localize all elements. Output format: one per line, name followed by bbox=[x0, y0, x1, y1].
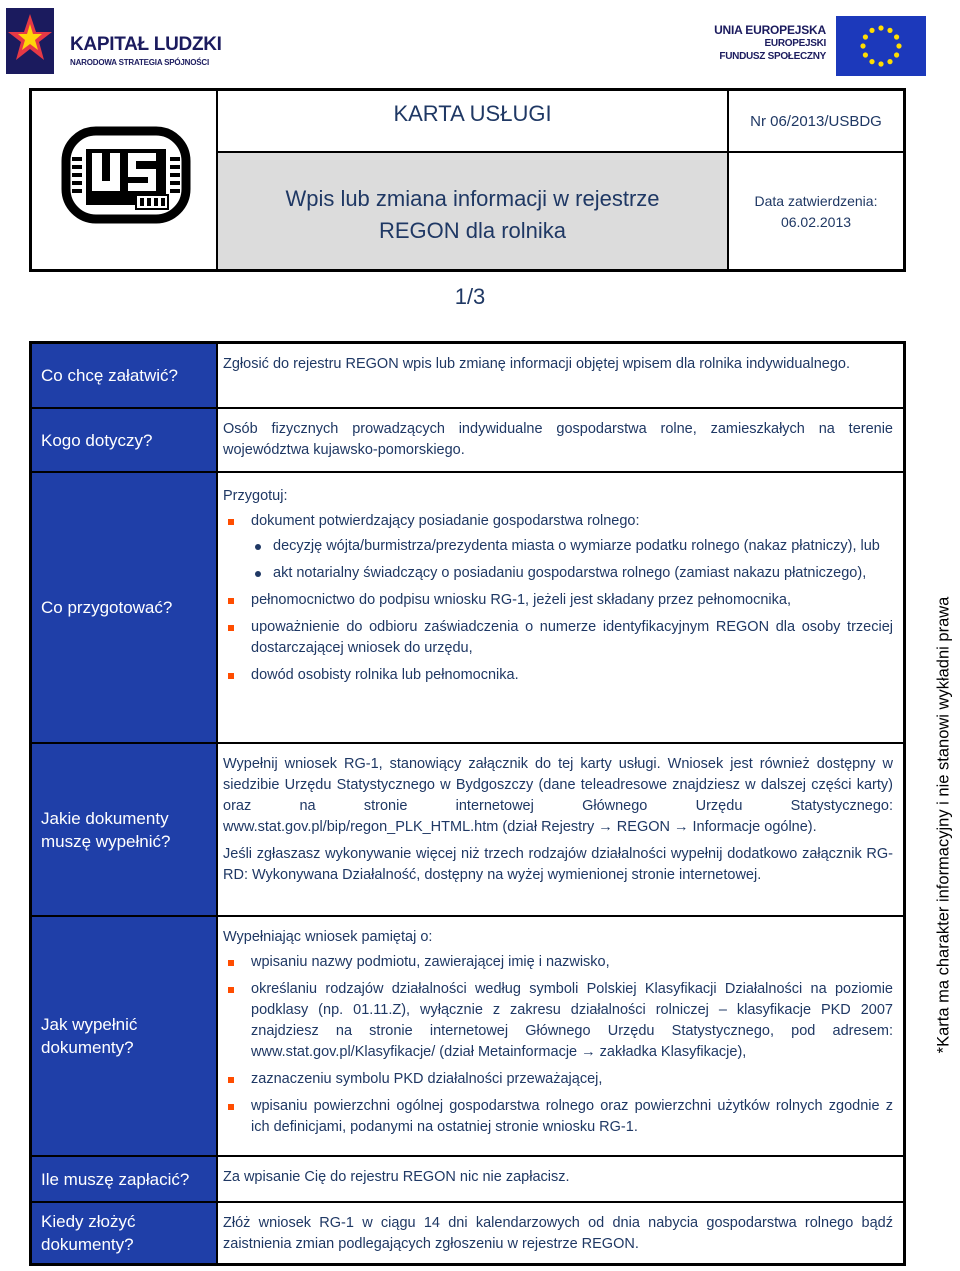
main-title-cell bbox=[218, 153, 729, 269]
page-number: 1/3 bbox=[454, 284, 486, 309]
row-label-line1: Jak wypełnić bbox=[41, 1015, 138, 1034]
row-label-text bbox=[41, 1210, 135, 1256]
row-content bbox=[218, 409, 903, 471]
row-label-line2: muszę wypełnić? bbox=[41, 831, 171, 851]
list-item: wpisaniu powierzchni ogólnej gospodarstwa rolnego oraz powierzchni użytków rolnych zgodnie z ich definicjami, podanymi na ostatniej stronie wniosku RG-1. bbox=[223, 1096, 893, 1138]
row-what bbox=[32, 344, 903, 409]
row-label-line2: dokumenty? bbox=[41, 1038, 134, 1057]
list-item: określaniu rodzajów działalności według symboli Polskiej Klasyfikacji Działalności na poziomie podklasy (np. 01.11.Z), wyłącznie z zakresu działalności rolniczej – klasyfikacje PKD 2007 znajdziesz na stronie internetowej Głównego Urzędu Statystycznego, pod adresem: www.stat.gov.pl/Klasyfikacje/ (dział Metainformacje → zakładka Klasyfikacje), bbox=[223, 979, 893, 1063]
row-label-text: Co chcę załatwić? bbox=[41, 366, 179, 385]
main-title-line2: REGON dla rolnika bbox=[378, 218, 567, 243]
main-title-line1: Wpis lub zmiana informacji w rejestrze bbox=[285, 186, 660, 211]
service-table bbox=[29, 341, 906, 1266]
eu-logo-line2: EUROPEJSKI bbox=[764, 38, 826, 49]
row-label-line1: Jakie dokumenty bbox=[41, 808, 169, 828]
list-item: akt notarialny świadczący o posiadaniu gospodarstwa rolnego (zamiast nakazu płatniczego), bbox=[251, 563, 893, 584]
disclaimer-note bbox=[920, 565, 960, 1085]
kapital-ludzki-title: KAPITAŁ LUDZKI bbox=[70, 34, 222, 55]
eu-logo bbox=[700, 16, 926, 78]
row-docs bbox=[32, 744, 903, 917]
ustat-logo-icon bbox=[32, 91, 218, 269]
row-content bbox=[218, 1157, 903, 1201]
approval-date bbox=[729, 191, 903, 233]
how-intro: Wypełniając wniosek pamiętaj o: bbox=[223, 929, 433, 945]
row-label-line2: dokumenty? bbox=[41, 1235, 134, 1254]
card-title: KARTA USŁUGI bbox=[393, 101, 552, 126]
ustat-logo-cell bbox=[32, 91, 218, 269]
row-label bbox=[32, 344, 218, 407]
row-content bbox=[218, 917, 903, 1155]
row-label-line1: Kiedy złożyć bbox=[41, 1212, 136, 1231]
row-label-text: Co przygotować? bbox=[41, 598, 173, 617]
row-label bbox=[32, 409, 218, 471]
star-icon bbox=[6, 8, 54, 74]
eu-logo-line3: FUNDUSZ SPOŁECZNY bbox=[719, 51, 826, 62]
row-label bbox=[32, 473, 218, 742]
list-item: pełnomocnictwo do podpisu wniosku RG-1, jeżeli jest składany przez pełnomocnika, bbox=[223, 590, 893, 611]
eu-logo-text bbox=[714, 24, 826, 63]
kapital-ludzki-logo bbox=[6, 8, 226, 78]
approval-value: 06.02.2013 bbox=[780, 214, 852, 230]
row-label-text: Kogo dotyczy? bbox=[41, 430, 153, 450]
card-title-cell bbox=[218, 91, 729, 153]
row-text: Osób fizycznych prowadzących indywidualne gospodarstwa rolne, zamieszkałych na terenie województwa kujawsko-pomorskiego. bbox=[223, 421, 893, 458]
prepare-intro: Przygotuj: bbox=[223, 488, 288, 504]
prepare-list bbox=[223, 511, 893, 686]
card-number: Nr 06/2013/USBDG bbox=[750, 113, 882, 130]
kapital-ludzki-subtitle: NARODOWA STRATEGIA SPÓJNOŚCI bbox=[70, 58, 210, 67]
approval-cell bbox=[729, 153, 903, 269]
row-label bbox=[32, 1203, 218, 1263]
list-item: zaznaczeniu symbolu PKD działalności przeważającej, bbox=[223, 1069, 893, 1090]
list-item bbox=[223, 511, 893, 584]
docs-paragraph-1: Wypełnij wniosek RG-1, stanowiący załącznik do tej karty usługi. Wniosek jest również dostępny w siedzibie Urzędu Statystycznego w Bydgoszczy (dane teleadresowe znajdziesz w dalszej części karty) oraz na stronie internetowej Głównego Urzędu Statystycznego: www.stat.gov.pl/bip/regon_PLK_HTML.htm (dział Rejestry → REGON → Informacje ogólne). bbox=[223, 756, 893, 835]
row-content bbox=[218, 1203, 903, 1263]
eu-logo-line1: UNIA EUROPEJSKA bbox=[714, 23, 826, 37]
list-item-text: dokument potwierdzający posiadanie gospodarstwa rolnego: bbox=[251, 513, 640, 529]
list-item: dowód osobisty rolnika lub pełnomocnika. bbox=[223, 665, 893, 686]
row-content bbox=[218, 744, 903, 915]
row-content bbox=[218, 344, 903, 407]
row-prepare bbox=[32, 473, 903, 744]
main-title bbox=[218, 183, 727, 247]
how-list bbox=[223, 952, 893, 1138]
row-content bbox=[218, 473, 903, 742]
row-text: Złóż wniosek RG-1 w ciągu 14 dni kalendarzowych od dnia nabycia gospodarstwa rolnego bądź zaistnienia zmian podlegających zgłoszeniu w rejestrze REGON. bbox=[223, 1215, 893, 1252]
row-when bbox=[32, 1203, 903, 1263]
row-label-text bbox=[41, 807, 170, 853]
row-text: Zgłosić do rejestru REGON wpis lub zmianę informacji objętej wpisem dla rolnika indywidualnego. bbox=[223, 356, 850, 372]
list-item: upoważnienie do odbioru zaświadczenia o numerze identyfikacyjnym REGON dla osoby trzeciej dostarczającej wniosek do urzędu, bbox=[223, 617, 893, 659]
row-label bbox=[32, 917, 218, 1155]
row-label bbox=[32, 744, 218, 915]
row-text: Za wpisanie Cię do rejestru REGON nic nie zapłacisz. bbox=[223, 1169, 570, 1185]
prepare-sublist bbox=[251, 536, 893, 584]
row-label-text bbox=[41, 1013, 137, 1059]
disclaimer-text: *Karta ma charakter informacyjny i nie stanowi wykładni prawa bbox=[934, 596, 953, 1054]
row-who bbox=[32, 409, 903, 473]
card-number-cell bbox=[729, 91, 903, 153]
eu-flag-icon bbox=[836, 16, 926, 76]
row-cost bbox=[32, 1157, 903, 1203]
list-item: wpisaniu nazwy podmiotu, zawierającej imię i nazwisko, bbox=[223, 952, 893, 973]
service-card-header bbox=[29, 88, 906, 272]
row-label bbox=[32, 1157, 218, 1201]
approval-label: Data zatwierdzenia: bbox=[754, 193, 878, 209]
row-how bbox=[32, 917, 903, 1157]
row-label-text: Ile muszę zapłacić? bbox=[41, 1169, 190, 1189]
docs-paragraph-2: Jeśli zgłaszasz wykonywanie więcej niż trzech rodzajów działalności wypełnij dodatkowo załącznik RG-RD: Wykonywana Działalność, dostępny na wyżej wymienionej stronie internetowej. bbox=[223, 846, 893, 883]
list-item: decyzję wójta/burmistrza/prezydenta miasta o wymiarze podatku rolnego (nakaz płatniczy), lub bbox=[251, 536, 893, 557]
